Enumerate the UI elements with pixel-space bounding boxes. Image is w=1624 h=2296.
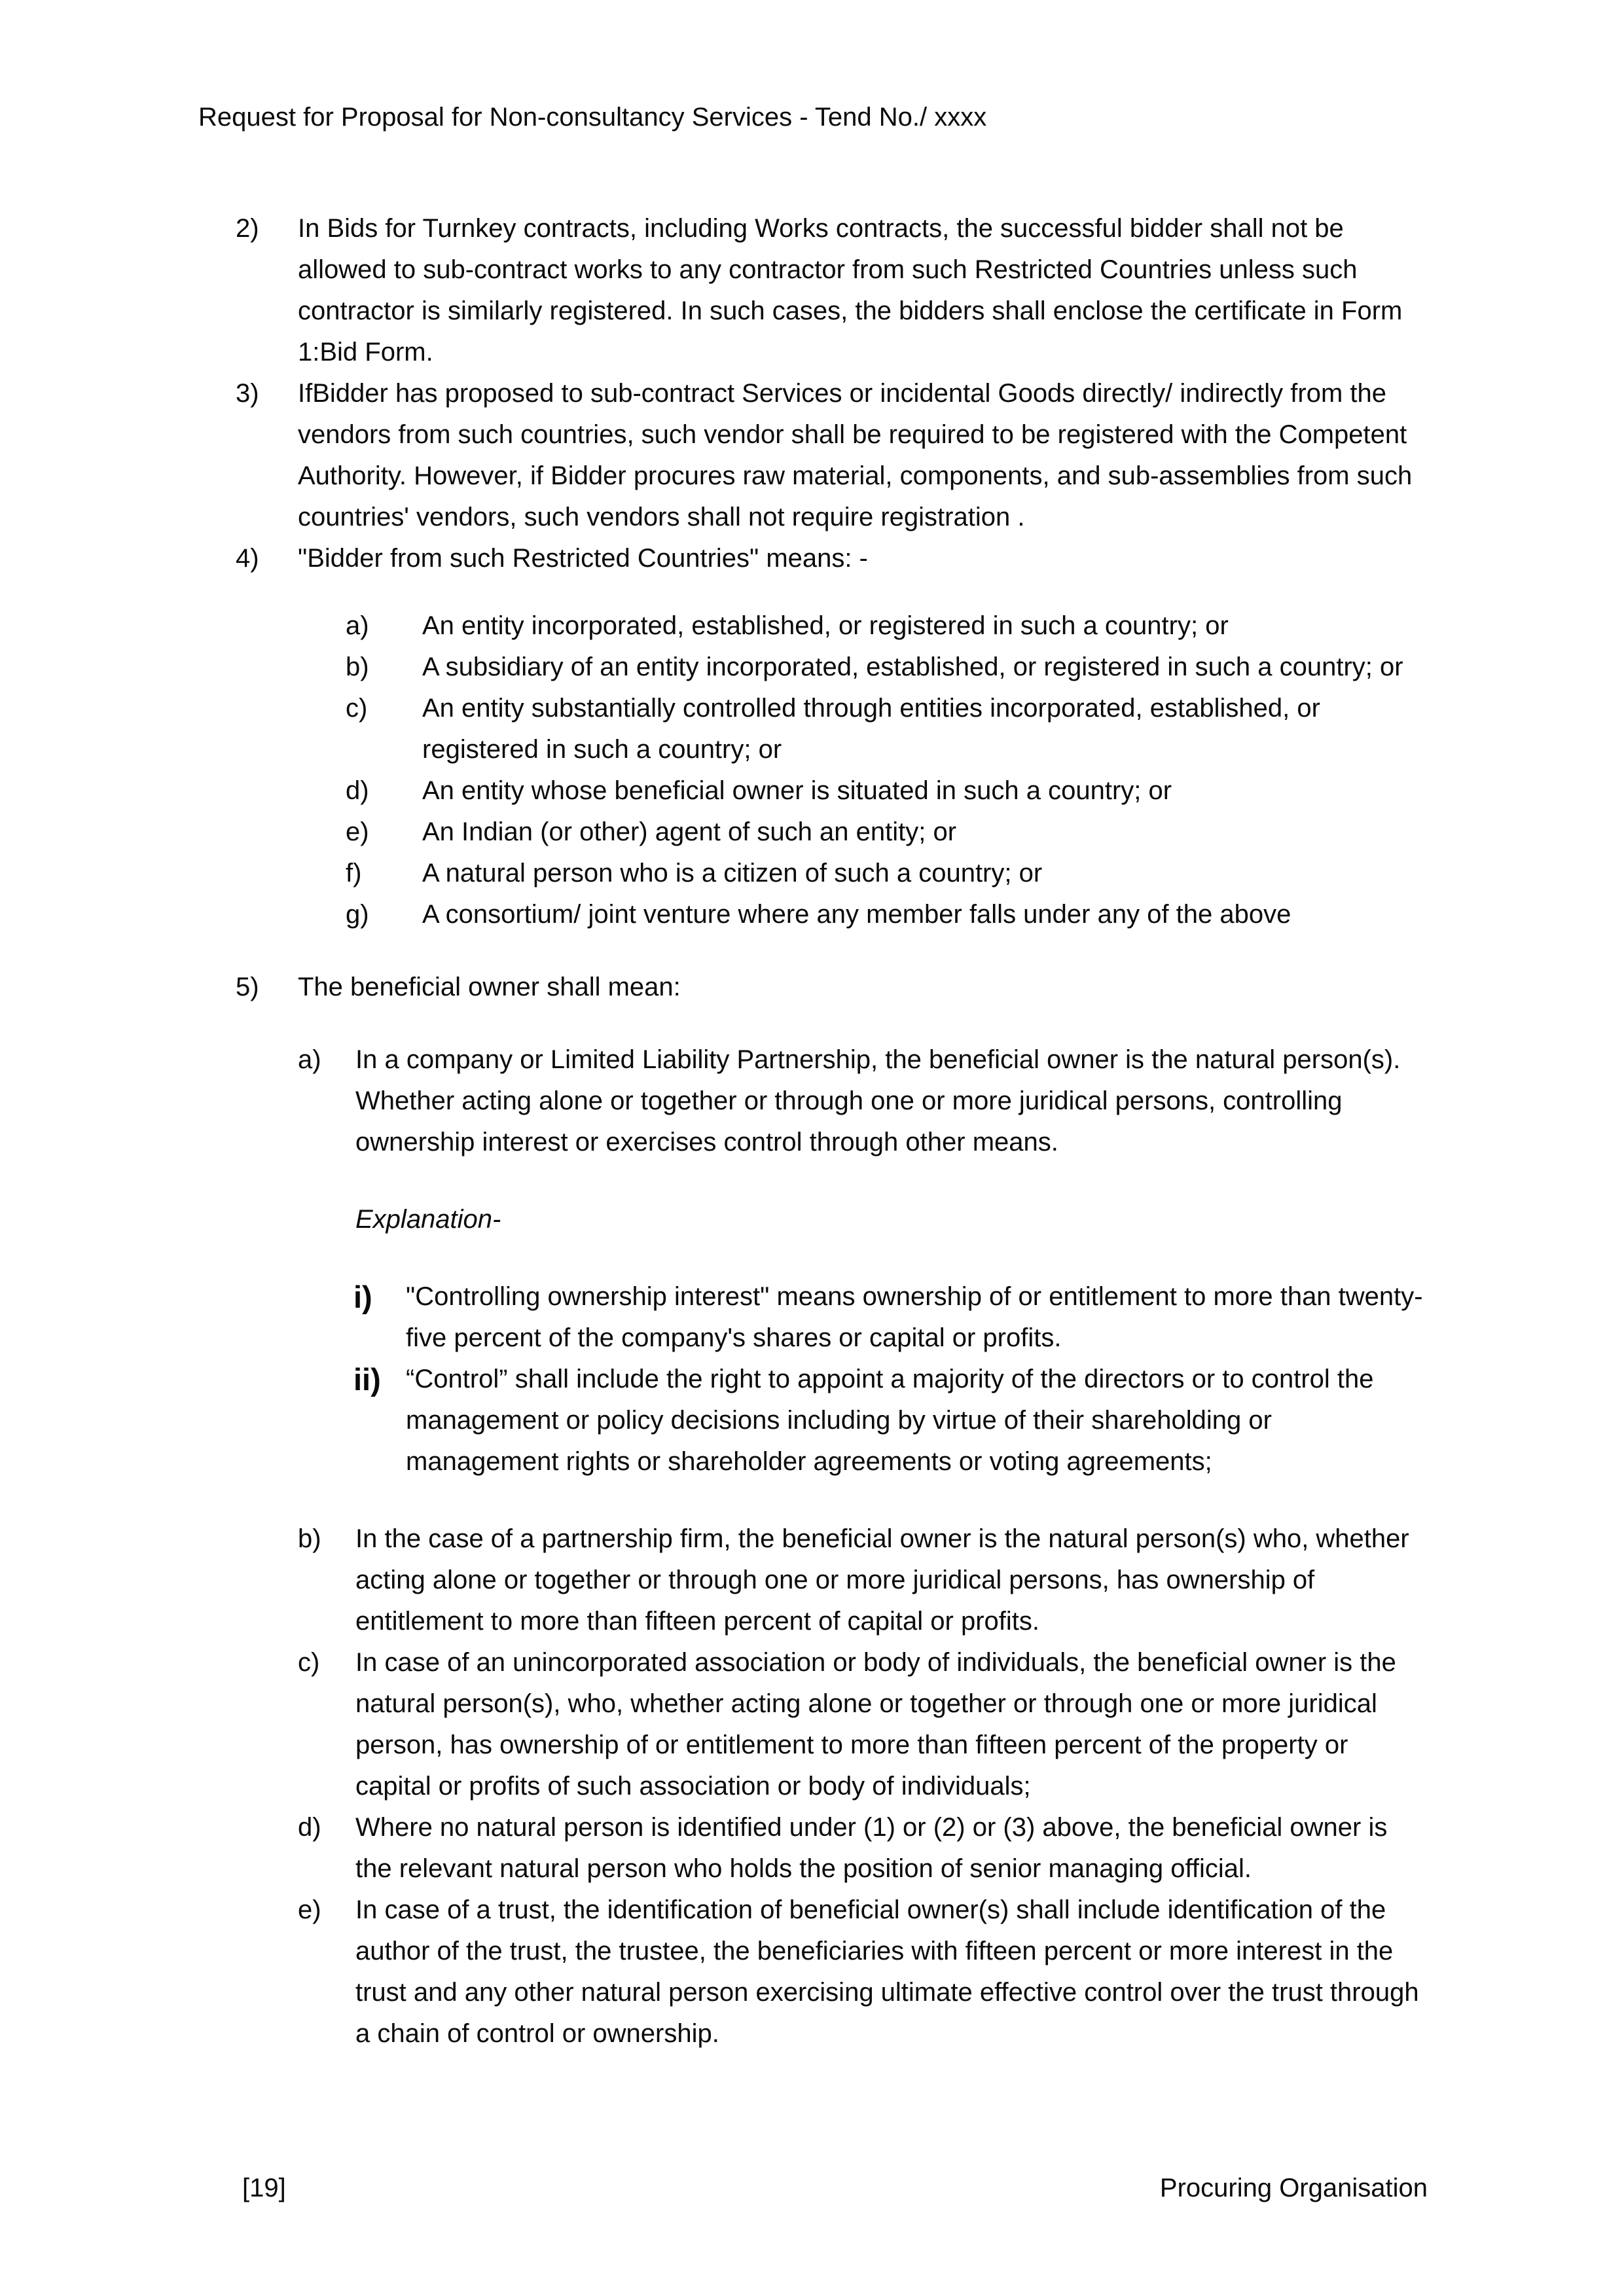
list-item-4g (346, 894, 1424, 935)
list-text: "Bidder from such Restricted Countries" means: - (298, 544, 868, 573)
list-text: In Bids for Turnkey contracts, including Works contracts, the successful bidder shall not be allowed to sub-contract works to any contractor from such Restricted Countries unless such contractor is similarly registered. In such cases, the bidders shall enclose the certificate in Form 1:Bid Form. (298, 214, 1403, 367)
list-text: "Controlling ownership interest" means ownership of or entitlement to more than twenty-five percent of the company's shares or capital or profits. (406, 1282, 1423, 1352)
list-item-2 (236, 208, 1424, 373)
list-text: The beneficial owner shall mean: (298, 973, 681, 1001)
explanation-item-ii (353, 1359, 1424, 1482)
list-marker: i) (353, 1280, 372, 1314)
list-text: A consortium/ joint venture where any member falls under any of the above (422, 900, 1291, 929)
list-item-3 (236, 373, 1424, 538)
list-marker: e) (298, 1895, 321, 1924)
list-item-5e (298, 1890, 1424, 2054)
list-marker: d) (298, 1813, 321, 1842)
list-marker: 3) (236, 379, 259, 408)
list-marker: 2) (236, 214, 259, 243)
document-body (0, 208, 1624, 2054)
list-marker: a) (298, 1045, 321, 1074)
list-item-4e (346, 812, 1424, 853)
list-item-5 (236, 967, 1424, 1008)
list-text: An entity whose beneficial owner is situated in such a country; or (422, 776, 1172, 805)
list-marker: c) (346, 694, 368, 723)
list-text: In case of a trust, the identification of beneficial owner(s) shall include identification of the author of the trust, the trustee, the beneficiaries with fifteen percent or more interest in the trust and any other natural person exercising ultimate effective control over the trust through a chain of control or ownership. (355, 1895, 1419, 2048)
list-text: A natural person who is a citizen of such a country; or (422, 859, 1043, 888)
list-marker: g) (346, 900, 369, 929)
list-marker: a) (346, 611, 369, 640)
list-item-5c (298, 1642, 1424, 1807)
list-text: In case of an unincorporated association or body of individuals, the beneficial owner is the natural person(s), who, whether acting alone or together or through one or more juridical person, has ownership of or entitlement to more than fifteen percent of the property or capital or profits of such association or body of individuals; (355, 1648, 1396, 1801)
list-item-5d (298, 1807, 1424, 1890)
list-text: An Indian (or other) agent of such an entity; or (422, 817, 957, 846)
explanation-item-i (353, 1276, 1424, 1359)
list-marker: e) (346, 817, 369, 846)
list-text: In the case of a partnership firm, the beneficial owner is the natural person(s) who, whether acting alone or together or through one or more juridical persons, has ownership of entitlement to more than fifteen percent of capital or profits. (355, 1524, 1409, 1636)
list-item-4f (346, 853, 1424, 894)
header-title: Request for Proposal for Non-consultancy Services - Tend No./ xxxx (198, 103, 987, 132)
explanation-label: Explanation- (355, 1205, 501, 1234)
list-marker: c) (298, 1648, 320, 1677)
list-item-5b (298, 1518, 1424, 1642)
list-marker: 4) (236, 544, 259, 573)
list-text: A subsidiary of an entity incorporated, established, or registered in such a country; or (422, 653, 1403, 681)
footer-organisation: Procuring Organisation (1159, 2174, 1428, 2202)
list-item-4d (346, 770, 1424, 812)
list-marker: f) (346, 859, 362, 888)
list-text: “Control” shall include the right to appoint a majority of the directors or to control the management or policy decisions including by virtue of their shareholding or management rights or shareholder agreements or voting agreements; (406, 1365, 1374, 1476)
list-item-4b (346, 647, 1424, 688)
list-text: An entity incorporated, established, or registered in such a country; or (422, 611, 1229, 640)
list-item-4c (346, 688, 1424, 770)
list-marker: ii) (353, 1362, 381, 1397)
list-marker: d) (346, 776, 369, 805)
page-number: [19] (242, 2174, 286, 2202)
page-header (198, 97, 986, 138)
list-text: IfBidder has proposed to sub-contract Services or incidental Goods directly/ indirectly from the vendors from such countries, such vendor shall be required to be registered with the Competent Authority. However, if Bidder procures raw material, components, and sub-assemblies from such countries' vendors, such vendors shall not require registration . (298, 379, 1413, 531)
list-text: An entity substantially controlled through entities incorporated, established, or registered in such a country; or (422, 694, 1320, 764)
page-footer (242, 2168, 1428, 2209)
list-item-4 (236, 538, 1424, 579)
list-text: In a company or Limited Liability Partnership, the beneficial owner is the natural person(s). Whether acting alone or together or through one or more juridical persons, controlling ownership interest or exercises control through other means. (355, 1045, 1401, 1157)
list-item-4a (346, 605, 1424, 647)
list-marker: b) (346, 653, 369, 681)
list-text: Where no natural person is identified under (1) or (2) or (3) above, the beneficial owner is the relevant natural person who holds the position of senior managing official. (355, 1813, 1388, 1883)
list-marker: 5) (236, 973, 259, 1001)
list-item-5a (298, 1039, 1424, 1163)
list-marker: b) (298, 1524, 321, 1553)
